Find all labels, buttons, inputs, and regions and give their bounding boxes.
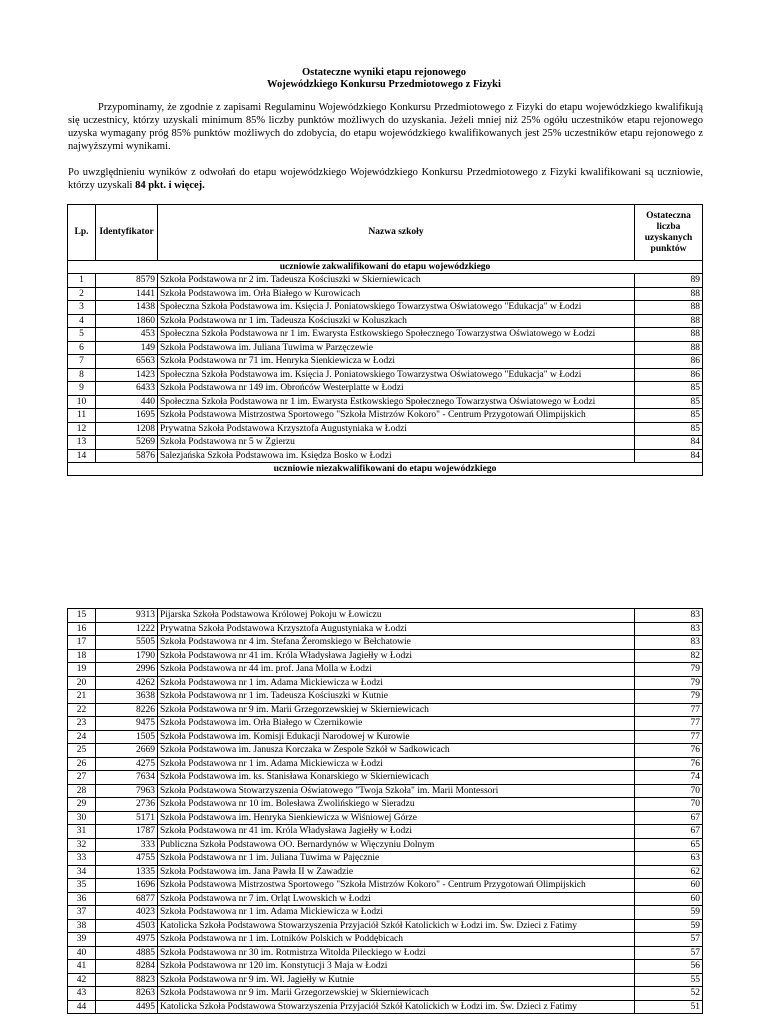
table-row <box>68 757 703 771</box>
row-school-name: Szkoła Podstawowa Stowarzyszenia Oświatowego "Twoja Szkoła" im. Marii Montessori <box>158 784 635 798</box>
row-school-name: Szkoła Podstawowa nr 149 im. Obrońców Westerplatte w Łodzi <box>158 382 635 396</box>
row-lp: 33 <box>68 852 96 866</box>
row-school-name: Szkoła Podstawowa nr 44 im. prof. Jana Molla w Łodzi <box>158 663 635 677</box>
results-table-page-2 <box>67 608 703 1014</box>
table-row <box>68 933 703 947</box>
table-row <box>68 987 703 1001</box>
row-identifier: 1505 <box>96 730 158 744</box>
row-school-name: Szkoła Podstawowa nr 10 im. Bolesława Zwolińskiego w Sieradzu <box>158 798 635 812</box>
row-lp: 30 <box>68 811 96 825</box>
row-lp: 34 <box>68 865 96 879</box>
table-row <box>68 919 703 933</box>
table-row <box>68 1000 703 1014</box>
qualification-threshold: 84 pkt. i więcej. <box>135 180 205 191</box>
row-school-name: Katolicka Szkoła Podstawowa Stowarzyszenia Przyjaciół Szkół Katolickich w Łodzi im. Św. Dzieci z Fatimy <box>158 1000 635 1014</box>
header-school-name: Nazwa szkoły <box>158 205 635 261</box>
row-points: 51 <box>635 1000 703 1014</box>
row-identifier: 453 <box>96 328 158 342</box>
row-points: 59 <box>635 906 703 920</box>
table-row <box>68 960 703 974</box>
table-row <box>68 730 703 744</box>
document-title-line-2: Wojewódzkiego Konkursu Przedmiotowego z Fizyki <box>267 79 501 90</box>
row-identifier: 4023 <box>96 906 158 920</box>
row-points: 82 <box>635 649 703 663</box>
row-identifier: 4755 <box>96 852 158 866</box>
row-school-name: Szkoła Podstawowa nr 4 im. Stefana Żeromskiego w Bełchatowie <box>158 636 635 650</box>
row-lp: 39 <box>68 933 96 947</box>
row-lp: 36 <box>68 892 96 906</box>
table-row <box>68 690 703 704</box>
row-lp: 38 <box>68 919 96 933</box>
section-row-qualified <box>68 261 703 274</box>
row-points: 67 <box>635 825 703 839</box>
row-points: 88 <box>635 301 703 315</box>
row-identifier: 1222 <box>96 622 158 636</box>
row-points: 84 <box>635 449 703 463</box>
row-points: 77 <box>635 730 703 744</box>
table-row <box>68 287 703 301</box>
row-points: 79 <box>635 663 703 677</box>
row-points: 88 <box>635 341 703 355</box>
row-identifier: 9475 <box>96 717 158 731</box>
row-school-name: Szkoła Podstawowa nr 41 im. Króla Władysława Jagiełły w Łodzi <box>158 649 635 663</box>
row-identifier: 1696 <box>96 879 158 893</box>
row-identifier: 1441 <box>96 287 158 301</box>
row-lp: 35 <box>68 879 96 893</box>
row-identifier: 6563 <box>96 355 158 369</box>
row-points: 88 <box>635 328 703 342</box>
row-lp: 15 <box>68 609 96 623</box>
header-points: Ostateczna liczba uzyskanych punktów <box>635 205 703 261</box>
table-row <box>68 382 703 396</box>
row-lp: 17 <box>68 636 96 650</box>
row-lp: 41 <box>68 960 96 974</box>
table-row <box>68 368 703 382</box>
row-school-name: Szkoła Podstawowa nr 71 im. Henryka Sienkiewicza w Łodzi <box>158 355 635 369</box>
table-row <box>68 811 703 825</box>
row-points: 57 <box>635 946 703 960</box>
row-points: 60 <box>635 892 703 906</box>
row-lp: 23 <box>68 717 96 731</box>
row-lp: 20 <box>68 676 96 690</box>
row-points: 62 <box>635 865 703 879</box>
row-school-name: Salezjańska Szkoła Podstawowa im. Księdza Bosko w Łodzi <box>158 449 635 463</box>
row-lp: 3 <box>68 301 96 315</box>
row-lp: 32 <box>68 838 96 852</box>
table-row <box>68 946 703 960</box>
row-identifier: 8823 <box>96 973 158 987</box>
row-school-name: Prywatna Szkoła Podstawowa Krzysztofa Augustyniaka w Łodzi <box>158 422 635 436</box>
row-lp: 43 <box>68 987 96 1001</box>
table-header-row <box>68 205 703 261</box>
row-points: 79 <box>635 690 703 704</box>
row-points: 77 <box>635 703 703 717</box>
row-lp: 21 <box>68 690 96 704</box>
row-lp: 6 <box>68 341 96 355</box>
row-school-name: Katolicka Szkoła Podstawowa Stowarzyszenia Przyjaciół Szkół Katolickich w Łodzi im. Św. Dzieci z Fatimy <box>158 919 635 933</box>
row-points: 70 <box>635 798 703 812</box>
row-identifier: 4975 <box>96 933 158 947</box>
row-identifier: 4275 <box>96 757 158 771</box>
row-school-name: Szkoła Podstawowa nr 120 im. Konstytucji 3 Maja w Łodzi <box>158 960 635 974</box>
row-points: 79 <box>635 676 703 690</box>
table-row <box>68 663 703 677</box>
results-table-page-1 <box>67 204 703 476</box>
row-school-name: Szkoła Podstawowa nr 5 w Zgierzu <box>158 436 635 450</box>
row-points: 57 <box>635 933 703 947</box>
row-lp: 5 <box>68 328 96 342</box>
table-row <box>68 879 703 893</box>
row-lp: 16 <box>68 622 96 636</box>
row-points: 65 <box>635 838 703 852</box>
table-row <box>68 703 703 717</box>
row-identifier: 6877 <box>96 892 158 906</box>
table-row <box>68 274 703 288</box>
row-school-name: Szkoła Podstawowa im. Orła Białego w Kurowicach <box>158 287 635 301</box>
row-points: 76 <box>635 757 703 771</box>
row-identifier: 5171 <box>96 811 158 825</box>
row-school-name: Szkoła Podstawowa nr 2 im. Tadeusza Kościuszki w Skierniewicach <box>158 274 635 288</box>
row-points: 59 <box>635 919 703 933</box>
qualification-paragraph <box>68 166 703 192</box>
table-row <box>68 395 703 409</box>
table-row <box>68 449 703 463</box>
row-points: 67 <box>635 811 703 825</box>
section-label-not-qualified: uczniowie niezakwalifikowani do etapu wojewódzkiego <box>68 463 703 476</box>
header-identifier: Identyfikator <box>96 205 158 261</box>
row-points: 85 <box>635 422 703 436</box>
row-identifier: 7634 <box>96 771 158 785</box>
row-points: 77 <box>635 717 703 731</box>
row-identifier: 1787 <box>96 825 158 839</box>
row-identifier: 1208 <box>96 422 158 436</box>
row-identifier: 7963 <box>96 784 158 798</box>
row-school-name: Szkoła Podstawowa im. Juliana Tuwima w Parzęczewie <box>158 341 635 355</box>
row-lp: 22 <box>68 703 96 717</box>
row-lp: 4 <box>68 314 96 328</box>
row-points: 76 <box>635 744 703 758</box>
row-school-name: Szkoła Podstawowa nr 41 im. Króla Władysława Jagiełły w Łodzi <box>158 825 635 839</box>
row-identifier: 2669 <box>96 744 158 758</box>
row-points: 88 <box>635 314 703 328</box>
table-row <box>68 328 703 342</box>
row-lp: 44 <box>68 1000 96 1014</box>
table-row <box>68 609 703 623</box>
table-row <box>68 838 703 852</box>
row-points: 86 <box>635 368 703 382</box>
row-school-name: Szkoła Podstawowa nr 30 im. Rotmistrza Witolda Pileckiego w Łodzi <box>158 946 635 960</box>
row-school-name: Szkoła Podstawowa nr 1 im. Tadeusza Kościuszki w Koluszkach <box>158 314 635 328</box>
table-row <box>68 906 703 920</box>
qualification-text: Po uwzględnieniu wyników z odwołań do etapu wojewódzkiego Wojewódzkiego Konkursu Przedmiotowego z Fizyki kwalifikowani są uczniowie, którzy uzyskali <box>68 167 703 191</box>
row-school-name: Szkoła Podstawowa im. ks. Stanisława Konarskiego w Skierniewicach <box>158 771 635 785</box>
section-label-qualified: uczniowie zakwalifikowani do etapu wojewódzkiego <box>68 261 703 274</box>
row-lp: 28 <box>68 784 96 798</box>
table-row <box>68 798 703 812</box>
row-lp: 7 <box>68 355 96 369</box>
row-school-name: Społeczna Szkoła Podstawowa nr 1 im. Ewarysta Estkowskiego Społecznego Towarzystwa Oświatowego w Łodzi <box>158 395 635 409</box>
row-lp: 18 <box>68 649 96 663</box>
table-row <box>68 636 703 650</box>
row-school-name: Szkoła Podstawowa nr 1 im. Adama Mickiewicza w Łodzi <box>158 757 635 771</box>
row-school-name: Szkoła Podstawowa Mistrzostwa Sportowego "Szkoła Mistrzów Kokoro" - Centrum Przygotowań Olimpijskich <box>158 879 635 893</box>
table-row <box>68 622 703 636</box>
row-points: 88 <box>635 287 703 301</box>
row-lp: 26 <box>68 757 96 771</box>
row-points: 85 <box>635 382 703 396</box>
row-identifier: 440 <box>96 395 158 409</box>
row-lp: 14 <box>68 449 96 463</box>
row-points: 85 <box>635 395 703 409</box>
row-points: 84 <box>635 436 703 450</box>
row-school-name: Społeczna Szkoła Podstawowa nr 1 im. Ewarysta Estkowskiego Społecznego Towarzystwa Oświatowego w Łodzi <box>158 328 635 342</box>
row-lp: 9 <box>68 382 96 396</box>
row-lp: 27 <box>68 771 96 785</box>
row-lp: 19 <box>68 663 96 677</box>
table-row <box>68 422 703 436</box>
row-identifier: 2736 <box>96 798 158 812</box>
row-identifier: 1335 <box>96 865 158 879</box>
row-identifier: 1695 <box>96 409 158 423</box>
row-identifier: 5505 <box>96 636 158 650</box>
row-points: 60 <box>635 879 703 893</box>
row-lp: 37 <box>68 906 96 920</box>
row-identifier: 4885 <box>96 946 158 960</box>
row-school-name: Szkoła Podstawowa nr 7 im. Orląt Lwowskich w Łodzi <box>158 892 635 906</box>
row-points: 89 <box>635 274 703 288</box>
table-row <box>68 892 703 906</box>
table-row <box>68 341 703 355</box>
row-points: 74 <box>635 771 703 785</box>
row-points: 83 <box>635 636 703 650</box>
row-school-name: Szkoła Podstawowa nr 1 im. Tadeusza Kościuszki w Kutnie <box>158 690 635 704</box>
row-lp: 25 <box>68 744 96 758</box>
row-identifier: 149 <box>96 341 158 355</box>
table-row <box>68 717 703 731</box>
row-school-name: Społeczna Szkoła Podstawowa im. Księcia J. Poniatowskiego Towarzystwa Oświatowego "Edukacja" w Łodzi <box>158 301 635 315</box>
row-lp: 42 <box>68 973 96 987</box>
row-points: 85 <box>635 409 703 423</box>
row-identifier: 1790 <box>96 649 158 663</box>
row-points: 55 <box>635 973 703 987</box>
table-row <box>68 314 703 328</box>
table-row <box>68 301 703 315</box>
row-identifier: 333 <box>96 838 158 852</box>
row-identifier: 9313 <box>96 609 158 623</box>
row-identifier: 1438 <box>96 301 158 315</box>
row-school-name: Szkoła Podstawowa nr 1 im. Lotników Polskich w Poddębicach <box>158 933 635 947</box>
table-row <box>68 784 703 798</box>
row-identifier: 1860 <box>96 314 158 328</box>
row-points: 56 <box>635 960 703 974</box>
row-lp: 10 <box>68 395 96 409</box>
table-row <box>68 649 703 663</box>
row-school-name: Społeczna Szkoła Podstawowa im. Księcia J. Poniatowskiego Towarzystwa Oświatowego "Edukacja" w Łodzi <box>158 368 635 382</box>
row-school-name: Szkoła Podstawowa nr 9 im. Marii Grzegorzewskiej w Skierniewicach <box>158 987 635 1001</box>
row-school-name: Szkoła Podstawowa im. Orła Białego w Czernikowie <box>158 717 635 731</box>
row-school-name: Pijarska Szkoła Podstawowa Królowej Pokoju w Łowiczu <box>158 609 635 623</box>
row-points: 83 <box>635 622 703 636</box>
row-lp: 2 <box>68 287 96 301</box>
row-school-name: Szkoła Podstawowa im. Henryka Sienkiewicza w Wiśniowej Górze <box>158 811 635 825</box>
row-school-name: Szkoła Podstawowa im. Jana Pawła II w Zawadzie <box>158 865 635 879</box>
section-row-not-qualified <box>68 463 703 476</box>
row-points: 86 <box>635 355 703 369</box>
table-row <box>68 355 703 369</box>
header-lp: Lp. <box>68 205 96 261</box>
row-lp: 29 <box>68 798 96 812</box>
table-row <box>68 825 703 839</box>
row-identifier: 5876 <box>96 449 158 463</box>
row-lp: 24 <box>68 730 96 744</box>
row-school-name: Szkoła Podstawowa nr 9 im. Wł. Jagiełły w Kutnie <box>158 973 635 987</box>
row-lp: 40 <box>68 946 96 960</box>
row-points: 70 <box>635 784 703 798</box>
row-identifier: 3638 <box>96 690 158 704</box>
row-identifier: 4503 <box>96 919 158 933</box>
row-identifier: 8579 <box>96 274 158 288</box>
table-row <box>68 436 703 450</box>
table-row <box>68 771 703 785</box>
row-identifier: 8263 <box>96 987 158 1001</box>
row-school-name: Szkoła Podstawowa im. Komisji Edukacji Narodowej w Kurowie <box>158 730 635 744</box>
table-row <box>68 852 703 866</box>
row-school-name: Szkoła Podstawowa nr 1 im. Juliana Tuwima w Pajęcznie <box>158 852 635 866</box>
table-row <box>68 865 703 879</box>
table-row <box>68 409 703 423</box>
row-identifier: 2996 <box>96 663 158 677</box>
row-school-name: Szkoła Podstawowa nr 1 im. Adama Mickiewicza w Łodzi <box>158 676 635 690</box>
row-lp: 31 <box>68 825 96 839</box>
row-lp: 8 <box>68 368 96 382</box>
row-school-name: Szkoła Podstawowa im. Janusza Korczaka w Zespole Szkół w Sadkowicach <box>158 744 635 758</box>
row-identifier: 4495 <box>96 1000 158 1014</box>
row-identifier: 6433 <box>96 382 158 396</box>
row-school-name: Publiczna Szkoła Podstawowa OO. Bernardynów w Więczyniu Dolnym <box>158 838 635 852</box>
row-points: 63 <box>635 852 703 866</box>
row-identifier: 8284 <box>96 960 158 974</box>
row-identifier: 1423 <box>96 368 158 382</box>
row-school-name: Prywatna Szkoła Podstawowa Krzysztofa Augustyniaka w Łodzi <box>158 622 635 636</box>
row-identifier: 8226 <box>96 703 158 717</box>
table-row <box>68 973 703 987</box>
table-row <box>68 744 703 758</box>
row-school-name: Szkoła Podstawowa nr 1 im. Adama Mickiewicza w Łodzi <box>158 906 635 920</box>
row-lp: 12 <box>68 422 96 436</box>
row-points: 83 <box>635 609 703 623</box>
row-points: 52 <box>635 987 703 1001</box>
row-school-name: Szkoła Podstawowa Mistrzostwa Sportowego "Szkoła Mistrzów Kokoro" - Centrum Przygotowań Olimpijskich <box>158 409 635 423</box>
intro-paragraph: Przypominamy, że zgodnie z zapisami Regulaminu Wojewódzkiego Konkursu Przedmiotowego z Fizyki do etapu wojewódzkiego kwalifikują się uczestnicy, którzy uzyskali minimum 85% liczby punktów możliwych do uzyskania. Jeżeli mniej niż 25% ogółu uczestników etapu rejonowego uzyska wymagany próg 85% punktów możliwych do zdobycia, do etapu wojewódzkiego kwalifikowanych jest 25% uczestników etapu rejonowego z najwyższymi wynikami. <box>68 102 703 152</box>
table-row <box>68 676 703 690</box>
row-school-name: Szkoła Podstawowa nr 9 im. Marii Grzegorzewskiej w Skierniewicach <box>158 703 635 717</box>
row-identifier: 5269 <box>96 436 158 450</box>
row-identifier: 4262 <box>96 676 158 690</box>
document-title-line-1: Ostateczne wyniki etapu rejonowego <box>302 67 466 78</box>
row-lp: 13 <box>68 436 96 450</box>
row-lp: 11 <box>68 409 96 423</box>
row-lp: 1 <box>68 274 96 288</box>
